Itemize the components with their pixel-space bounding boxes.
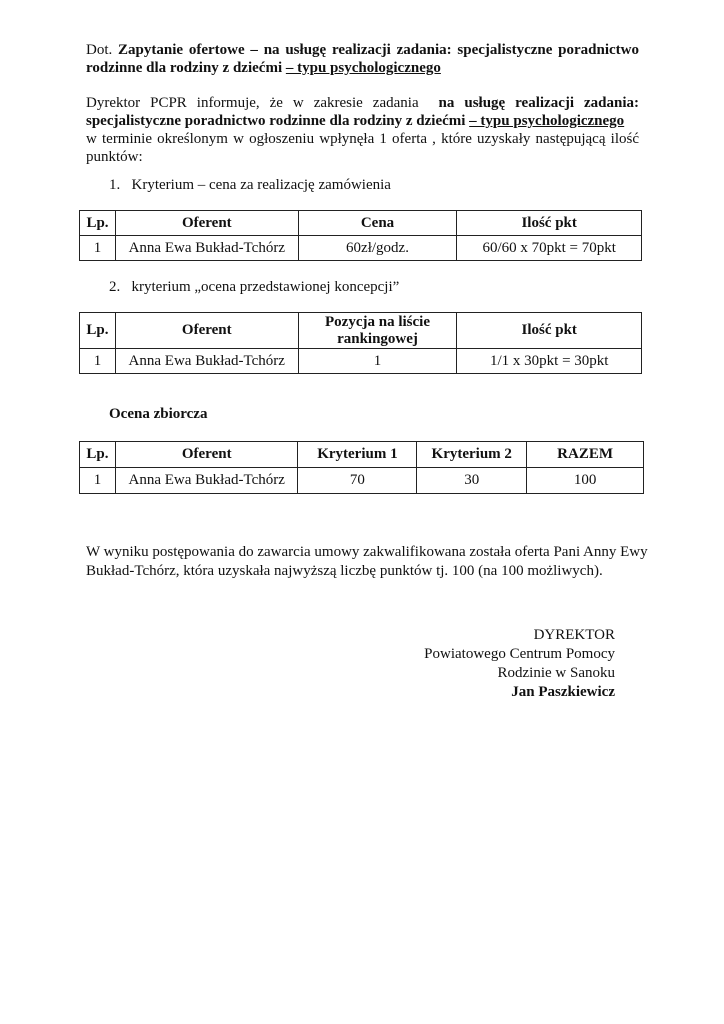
summary-table bbox=[79, 441, 644, 494]
header-razem: RAZEM bbox=[527, 442, 644, 468]
table-row bbox=[80, 236, 642, 261]
cell-pozycja: 1 bbox=[298, 349, 457, 374]
header-ilosc-pkt: Ilość pkt bbox=[457, 313, 642, 349]
criterion-2-label: kryterium „ocena przedstawionej koncepcji” bbox=[131, 279, 400, 295]
criterion-2-table bbox=[79, 312, 642, 374]
criterion-1-number: 1. bbox=[109, 177, 121, 193]
cell-razem: 100 bbox=[527, 468, 644, 494]
criterion-2-heading bbox=[109, 279, 399, 296]
header-lp: Lp. bbox=[80, 211, 116, 236]
cell-lp: 1 bbox=[80, 349, 116, 374]
table-row bbox=[80, 468, 644, 494]
signature-org-line-1: Powiatowego Centrum Pomocy bbox=[424, 646, 615, 662]
header-cena: Cena bbox=[298, 211, 457, 236]
criterion-1-table bbox=[79, 210, 642, 261]
header-pozycja: Pozycja na liście rankingowej bbox=[298, 313, 457, 349]
criterion-2-number: 2. bbox=[109, 279, 121, 295]
intro-line-1 bbox=[86, 94, 639, 112]
criterion-1-heading bbox=[109, 177, 391, 194]
table-header-row bbox=[80, 442, 644, 468]
cell-ilosc-pkt: 1/1 x 30pkt = 30pkt bbox=[457, 349, 642, 374]
intro-line-3: w terminie określonym w ogłoszeniu wpłynęła 1 oferta , które uzyskały następującą ilość bbox=[86, 131, 639, 147]
summary-heading: Ocena zbiorcza bbox=[109, 406, 208, 422]
header-oferent: Oferent bbox=[115, 211, 298, 236]
header-lp: Lp. bbox=[80, 442, 116, 468]
subject-type-underlined: – typu psychologicznego bbox=[285, 60, 441, 76]
header-oferent: Oferent bbox=[115, 313, 298, 349]
cell-oferent: Anna Ewa Bukład-Tchórz bbox=[115, 349, 298, 374]
table-header-row bbox=[80, 211, 642, 236]
header-oferent: Oferent bbox=[115, 442, 298, 468]
subject-title: Zapytanie ofertowe – na usługę realizacji zadania: specjalistyczne poradnictwo bbox=[118, 42, 640, 58]
intro-line-2 bbox=[86, 112, 639, 130]
signature-org-line-2: Rodzinie w Sanoku bbox=[497, 665, 615, 681]
intro-task-bold: na usługę realizacji zadania: bbox=[438, 95, 639, 111]
conclusion-paragraph bbox=[86, 543, 648, 581]
cell-lp: 1 bbox=[80, 468, 116, 494]
subject bbox=[86, 41, 639, 77]
intro-task-type: – typu psychologicznego bbox=[469, 113, 625, 129]
cell-kryterium-2: 30 bbox=[417, 468, 527, 494]
cell-lp: 1 bbox=[80, 236, 116, 261]
header-lp: Lp. bbox=[80, 313, 116, 349]
subject-line-1 bbox=[86, 41, 639, 59]
subject-title-cont: rodzinne dla rodziny z dziećmi bbox=[86, 60, 283, 76]
header-ilosc-pkt: Ilość pkt bbox=[457, 211, 642, 236]
cell-ilosc-pkt: 60/60 x 70pkt = 70pkt bbox=[457, 236, 642, 261]
table-header-row bbox=[80, 313, 642, 349]
cell-oferent: Anna Ewa Bukład-Tchórz bbox=[115, 236, 298, 261]
conclusion-line-2: Bukład-Tchórz, która uzyskała najwyższą liczbę punktów tj. 100 (na 100 możliwych). bbox=[86, 563, 603, 579]
intro-task-name: specjalistyczne poradnictwo rodzinne dla rodziny z dziećmi bbox=[86, 113, 466, 129]
criterion-1-label: Kryterium – cena za realizację zamówienia bbox=[131, 177, 391, 193]
table-row bbox=[80, 349, 642, 374]
header-kryterium-1: Kryterium 1 bbox=[298, 442, 417, 468]
signature-title: DYREKTOR bbox=[533, 627, 615, 643]
signature-block bbox=[424, 626, 615, 702]
intro-text: Dyrektor PCPR informuje, że w zakresie zadania bbox=[86, 95, 419, 111]
cell-cena: 60zł/godz. bbox=[298, 236, 457, 261]
intro-paragraph bbox=[86, 94, 639, 166]
intro-line-4: punktów: bbox=[86, 149, 143, 165]
conclusion-line-1: W wyniku postępowania do zawarcia umowy zakwalifikowana została oferta Pani Anny Ewy bbox=[86, 544, 648, 560]
signature-name: Jan Paszkiewicz bbox=[511, 684, 615, 700]
subject-line-2 bbox=[86, 59, 639, 77]
cell-kryterium-1: 70 bbox=[298, 468, 417, 494]
subject-prefix: Dot. bbox=[86, 42, 113, 58]
cell-oferent: Anna Ewa Bukład-Tchórz bbox=[115, 468, 298, 494]
header-kryterium-2: Kryterium 2 bbox=[417, 442, 527, 468]
